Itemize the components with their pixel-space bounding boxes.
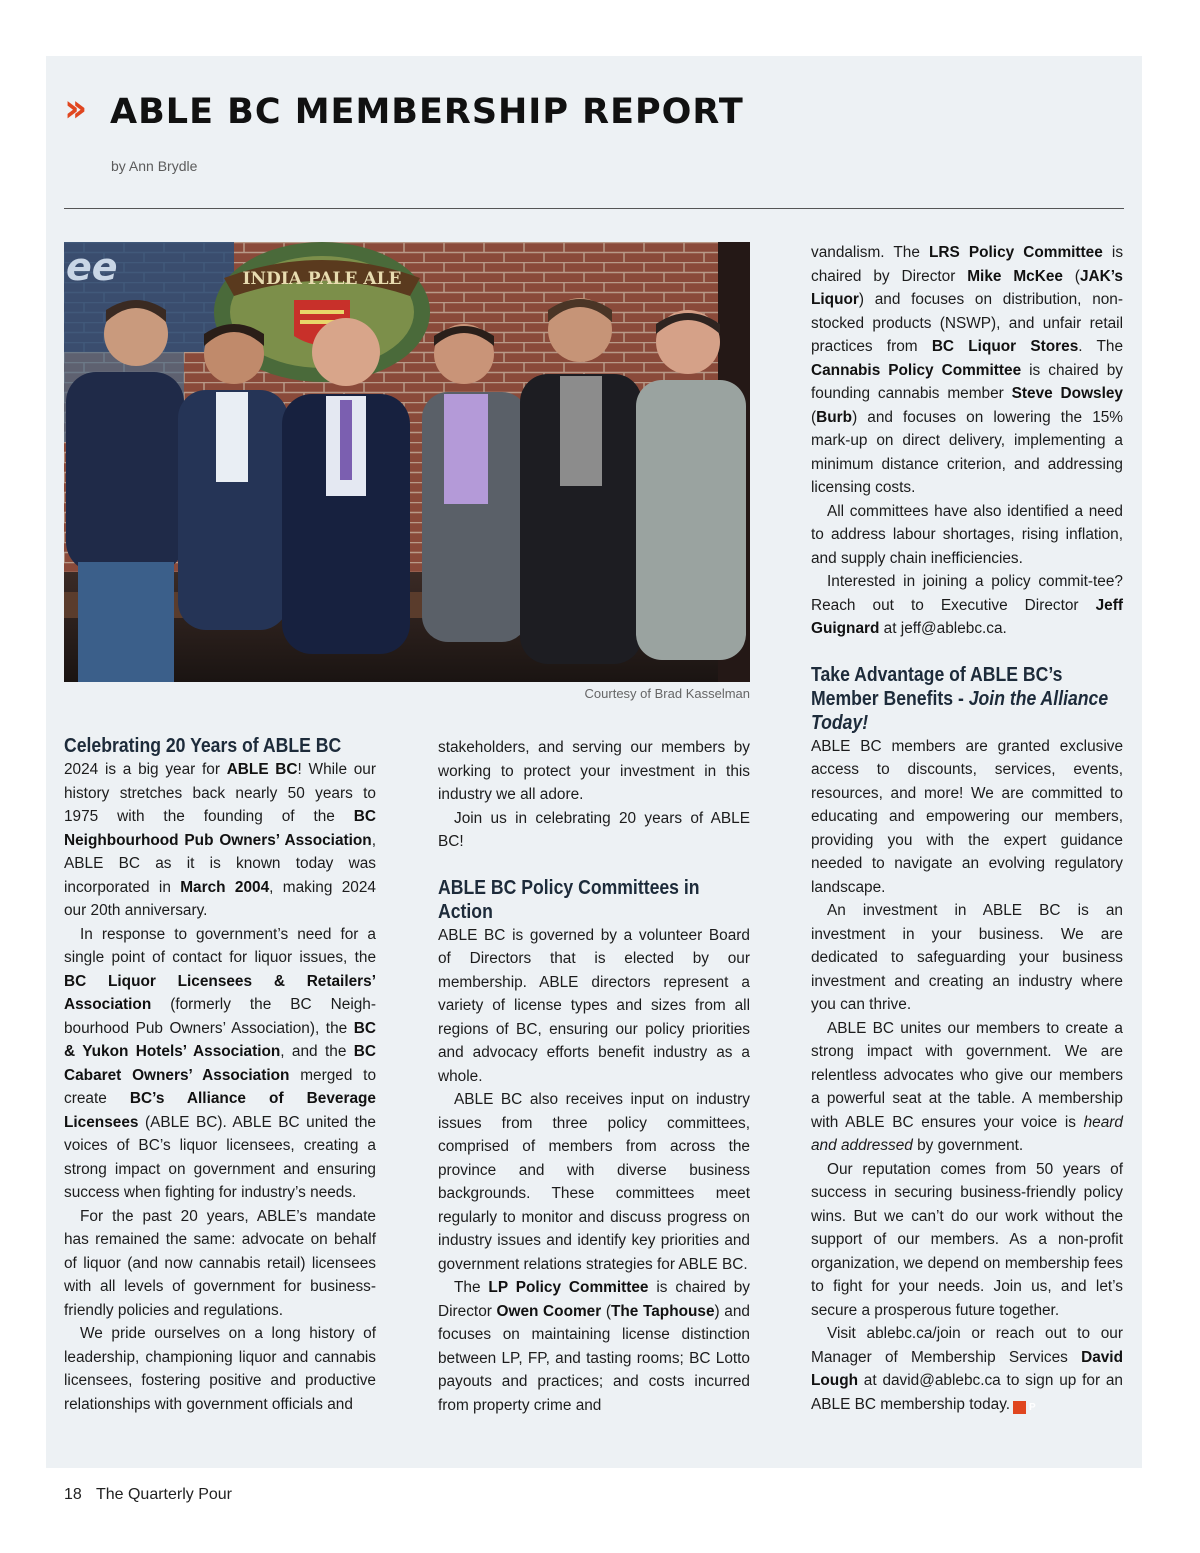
paragraph: For the past 20 years, ABLE’s mandate has remained the same: advocate on behalf of liquor (and now cannabis retail) licensees with all levels of government for business-friendly policies and regulations. xyxy=(64,1207,376,1319)
page-footer xyxy=(64,1486,242,1504)
paragraph: ABLE BC also receives input on industry issues from three policy committees, comprised of members from across the province and with diverse business backgrounds. These committees meet regularly to monitor and discuss progress on industry issues and identify key priorities and government relations strategies for ABLE BC. xyxy=(438,1091,750,1273)
paragraph: Join us in celebrating 20 years of ABLE BC! xyxy=(438,809,750,850)
mural-logo-fragment: ee xyxy=(66,245,118,289)
header-divider xyxy=(64,208,1124,209)
group-photo xyxy=(64,242,750,682)
group-photo-illustration xyxy=(64,242,750,682)
paragraph: vandalism. The LRS Policy Committee is chaired by Director Mike McKee (JAK’s Liquor) and focuses on distribution, non-stocked products (NSWP), and unfair retail practices from BC Liquor Stores. The Cannabis Policy Committee is chaired by founding cannabis member Steve Dowsley (Burb) and focuses on lowering the 15% mark-up on direct delivery, implementing a minimum distance criterion, and addressing licensing costs. xyxy=(811,244,1124,496)
paragraph: The LP Policy Committee is chaired by Director Owen Coomer (The Taphouse) and focuses on maintaining license distinction between LP, FP, and tasting rooms; BC Lotto payouts and practices; and costs incurred from property crime and xyxy=(438,1279,750,1414)
paragraph: ABLE BC is governed by a volunteer Board of Directors that is elected by our membership. ABLE directors represent a variety of license types and sizes from all regions of BC, ensuring our policy priorities and advocacy efforts benefit industry as a whole. xyxy=(438,926,750,1085)
section-heading-celebrating: Celebrating 20 Years of ABLE BC xyxy=(64,734,342,757)
column-2 xyxy=(438,736,750,1417)
article-title: ABLE BC MEMBERSHIP REPORT xyxy=(110,92,744,132)
paragraph: ABLE BC members are granted exclusive access to discounts, services, events, resources, and more! We are committed to educating and empowering our members, providing you with the expert guidance needed to navigate an evolving regulatory landscape. xyxy=(811,737,1123,896)
paragraph: 2024 is a big year for ABLE BC! While our history stretches back nearly 50 years to 1975 with the founding of the BC Neighbourhood Pub Owners’ Association, ABLE BC as it is known today was incorporated in March 2004, making 2024 our 20th anniversary. xyxy=(64,761,376,919)
section-heading-member-benefits: Take Advantage of ABLE BC’s Member Benefits - Join the Alliance Today! xyxy=(811,662,1109,734)
column-3 xyxy=(811,241,1123,1416)
photo-credit: Courtesy of Brad Kasselman xyxy=(584,686,750,701)
paragraph: Interested in joining a policy commit-tee? Reach out to Executive Director Jeff Guignard at jeff@ablebc.ca. xyxy=(811,573,1123,637)
paragraph: In response to government’s need for a single point of contact for liquor issues, the BC Liquor Licensees & Retailers’ Association (formerly the BC Neigh-bourhood Pub Owners’ Association), the BC & Yukon Hotels’ Association, and the BC Cabaret Owners’ Association merged to create BC’s Alliance of Beverage Licensees (ABLE BC). ABLE BC united the voices of BC’s liquor licensees, creating a strong impact on government and ensuring success when fighting for industry’s needs. xyxy=(64,925,377,1201)
paragraph: Visit ablebc.ca/join or reach out to our Manager of Membership Services David Lough at david@ablebc.ca to sign up for an ABLE BC membership today. P xyxy=(811,1325,1123,1413)
paragraph: stakeholders, and serving our members by working to protect your investment in this industry we all adore. xyxy=(438,739,750,803)
column-1 xyxy=(64,734,376,1416)
paragraph: We pride ourselves on a long history of leadership, championing liquor and cannabis licensees, fostering positive and productive relationships with government officials and xyxy=(64,1325,376,1413)
section-heading-policy-committees: ABLE BC Policy Committees in Action xyxy=(438,875,700,923)
paragraph: ABLE BC unites our members to create a strong impact with government. We are relentless advocates who give our members a powerful seat at the table. A membership with ABLE BC ensures your voice is heard and addressed by government. xyxy=(811,1019,1123,1154)
paragraph: Our reputation comes from 50 years of success in securing business-friendly policy wins. But we can’t do our work without the support of our members. As a non-profit organization, we depend on membership fees to fight for your needs. Join us, and let’s secure a prosperous future together. xyxy=(811,1160,1123,1319)
paragraph: All committees have also identified a need to address labour shortages, rising inflation, and supply chain inefficiencies. xyxy=(811,502,1123,567)
publication-name: The Quarterly Pour xyxy=(95,1486,233,1503)
end-mark-icon: P xyxy=(1013,1401,1026,1414)
mural-sign-text: INDIA PALE ALE xyxy=(242,269,402,289)
paragraph: An investment in ABLE BC is an investment in your business. We are dedicated to safeguarding your business investment and creating an industry where you can thrive. xyxy=(811,902,1123,1013)
double-chevron-icon: ›› xyxy=(64,86,80,130)
byline: by Ann Brydle xyxy=(111,158,198,174)
page-number: 18 xyxy=(64,1486,82,1503)
